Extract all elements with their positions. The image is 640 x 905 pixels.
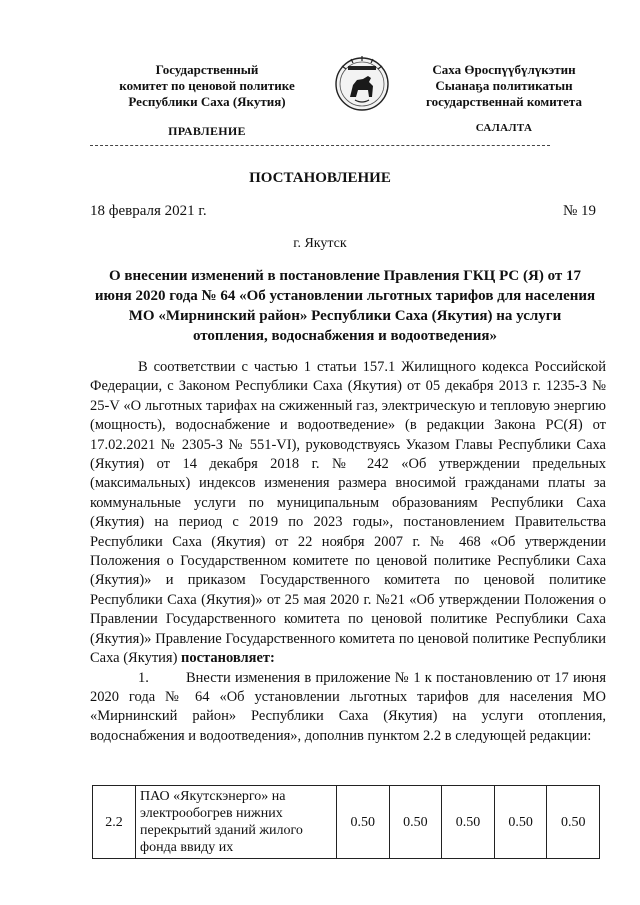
item-text: Внести изменения в приложение № 1 к постановлению от 17 июня 2020 года № 64 «Об установлении льготных тарифов для населения МО «Мирнинский район» Республики Саха (Якутия) на услуги отопления, водоснабжения и водоотведения», дополнив пунктом 2.2 в следующей редакции:: [90, 669, 606, 744]
header-divider: [90, 145, 550, 146]
row-description: ПАО «Якутскэнерго» на электрообогрев нижних перекрытий зданий жилого фонда ввиду их: [136, 786, 337, 859]
org-name-line: Государственный: [155, 62, 259, 77]
org-name-line: Сыанаҕа политикатын: [435, 78, 573, 93]
board-label-russian: ПРАВЛЕНИЕ: [168, 124, 246, 138]
tariff-value: 0.50: [389, 786, 442, 859]
org-name-russian: [96, 62, 318, 110]
row-number: 2.2: [93, 786, 136, 859]
document-title: ПОСТАНОВЛЕНИЕ: [249, 170, 391, 186]
org-name-line: Саха Өроспүүбүлүкэтин: [432, 62, 576, 77]
tariff-table: [92, 785, 600, 859]
tariff-value: 0.50: [494, 786, 547, 859]
item-number: 1.: [138, 669, 149, 686]
org-name-line: комитет по ценовой политике: [119, 78, 295, 93]
preamble-paragraph: [90, 358, 606, 669]
org-name-line: государственнай комитета: [426, 94, 582, 109]
document-body: [90, 358, 606, 746]
item-paragraph: [90, 669, 606, 747]
document-number: № 19: [562, 203, 596, 219]
org-name-line: Республики Саха (Якутия): [128, 94, 286, 109]
document-date: 18 февраля 2021 г.: [90, 203, 207, 219]
tariff-value: 0.50: [442, 786, 495, 859]
document-city: г. Якутск: [293, 236, 347, 251]
preamble-text: В соответствии с частью 1 статьи 157.1 Жилищного кодекса Российской Федерации, с Законом Республики Саха (Якутия) от 05 декабря 2013 г. 1235-З № 25-V «О льготных тарифах на сжиженный газ, электрическую и тепловую энергию (мощность), водоснабжение и водоотведение» (в редакции Закона РС(Я) от 17.02.2021 № 2305-З № 551-VI), руководствуясь Указом Главы Республики Саха (Якутия) от 14 декабря 2018 г. № 242 «Об утверждении предельных (максимальных) индексов изменения размера вносимой гражданами платы за коммунальные услуги по муниципальным образованиям Республики Саха (Якутия) на период с 2019 по 2023 годы», постановлением Правительства Республики Саха (Якутия) от 22 ноября 2007 г. № 468 «Об утверждении Положения о Государственном комитете по ценовой политике Республики Саха (Якутия)» и приказом Государственного комитета по ценовой политике Республики Саха (Якутия)» от 25 мая 2020 г. №21 «Об утверждении Положения о Правлении Государственного комитета по ценовой политике Республики Саха (Якутия)» Правление Государственного комитета по ценовой политике Республики Саха (Якутия): [90, 359, 606, 667]
org-name-yakut: [404, 62, 604, 110]
tariff-value: 0.50: [547, 786, 600, 859]
table-row: [93, 786, 600, 859]
document-subject: О внесении изменений в постановление Правления ГКЦ РС (Я) от 17 июня 2020 года № 64 «Об установлении льготных тарифов для населения МО «Мирнинский район» Республики Саха (Якутия) на услуги отопления, водоснабжения и водоотведения»: [94, 268, 596, 344]
resolves-keyword: постановляет:: [181, 650, 275, 667]
board-label-yakut: САЛАЛТА: [475, 122, 533, 134]
coat-of-arms-icon: [333, 53, 391, 113]
tariff-value: 0.50: [337, 786, 390, 859]
